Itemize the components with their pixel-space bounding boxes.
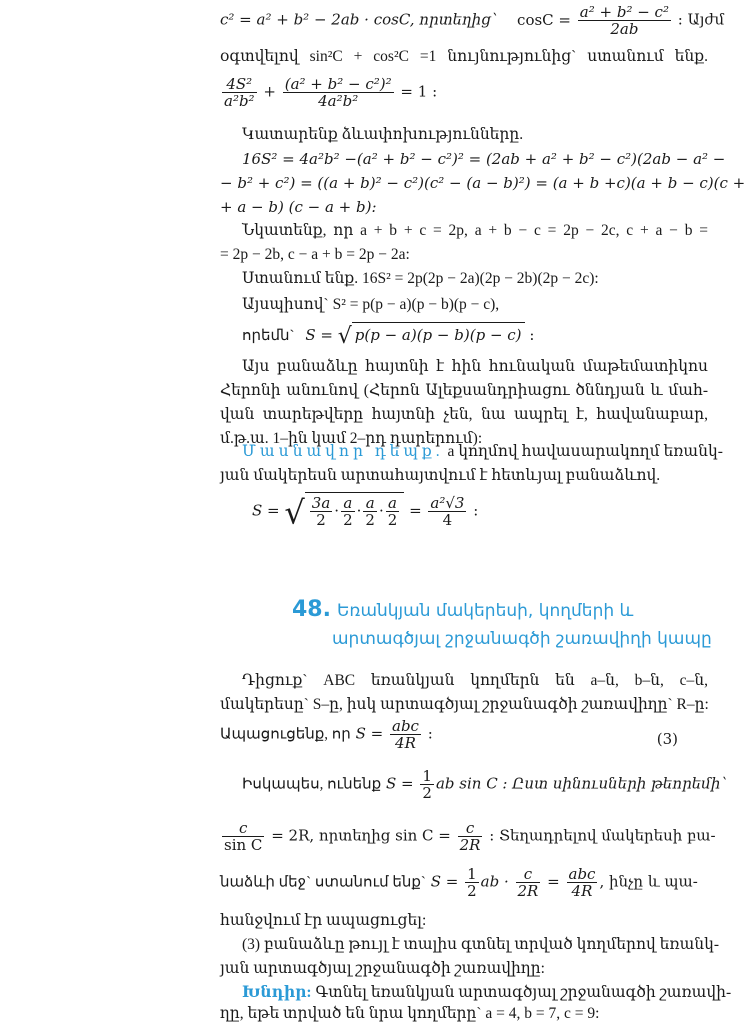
derivation-line-2: − b² + c²) = ((a + b)² − c²)(c² − (a − b)²) = (a + b +c)(a + b − c)(c + [220,174,745,192]
heron-radicand: p(p − a)(p − b)(p − c) [352,322,525,346]
equation-tag-3: (3) [656,730,678,748]
equilateral-radicand: $\frac{3a}{2}$ · $\frac{a}{2}$ · $\frac{a}{2}$ · $\frac{a}{2}$ [305,492,404,528]
cos-denominator: 2ab [610,20,639,38]
sub-ab: ab · [480,872,509,891]
sine-mid: = 2R, որտեղից sin C = [271,826,451,845]
equilateral-s-equals: S = [252,501,280,520]
sub-equals: = [547,872,560,891]
sqrt-icon: √ [337,324,352,349]
result-16s2: Ստանում ենք. 16S² = 2p(2p − 2a)(2p − 2b)(2p − 2c): [242,270,599,287]
frac-a2-den: 2 [365,511,375,529]
equilateral-result-num: a²√3 [430,494,465,512]
heron-formula-line [220,322,708,352]
proved-line: հանջվում էր ապացուցել: [220,912,427,929]
sine-law-line [220,819,716,860]
frac-a1-den: 2 [343,511,353,529]
sub-c-num: c [516,866,541,883]
sine-tail: : Տեղադրելով մակերեսի բա- [489,826,716,845]
heron-paragraph-line-1: Այս բանաձևը հայտնի է հին հունական մաթեմատիկոս [242,358,708,375]
frac-a3: a [386,495,400,512]
equilateral-end: : [473,501,479,520]
indeed-tail: ab sin C : Ըստ սինուսների թեորեմի` [435,774,728,793]
transformations-heading: Կատարենք ձևափոխությունները. [242,126,524,143]
task-text: Գտնել եռանկյան արտագծյալ շրջանագծի շառավի- [315,984,732,1001]
sub-half-den: 2 [467,882,477,900]
claim-prefix: Ապացուցենք, որ [220,726,351,743]
task-line [220,982,732,1004]
formula-use-line-2: յան արտագծյալ շրջանագծի շառավիղը: [220,960,545,977]
equals-one: = 1 : [400,82,438,101]
claim-line [220,718,708,758]
fraction-4s2 [222,76,257,109]
section-number: 48. [292,597,331,622]
frac-a1: a [341,495,355,512]
heron-paragraph-line-3: վան տարեթվերը հայտնի չեն, նա ապրել է, հավանաբար, [220,406,708,423]
denominator-a2b2: a²b² [224,92,255,110]
substitution-prefix: նաձևի մեջ` ստանում ենք` [220,874,426,891]
task-text-2: ղը, եթե տրված են նրա կողմերը` a = 4, b = 7, c = 9: [220,1005,600,1022]
claim-s-equals: S = [355,724,384,743]
special-case-text-2: յան մակերեսն արտահայտվում է հետևյալ բանաձևով. [220,467,661,484]
therefore-label: որեմն` [242,328,295,344]
cos-numerator: a² + b² − c² [579,3,669,21]
heron-end: : [529,326,535,344]
claim-den: 4R [395,734,416,752]
frac-3a-den: 2 [316,511,326,529]
sine-num: c [222,820,264,837]
derivation-line-1: 16S² = 4a²b² −(a² + b² − c²)² = (2ab + a² + b² − c²)(2ab − a² − [242,150,726,168]
semiperimeter-line-1: Նկատենք, որ a + b + c = 2p, a + b − c = 2p − 2c, c + a − b = [242,222,708,239]
cosine-law-text: c² = a² + b² − 2ab · cosC, որտեղից` [220,10,499,29]
section-title-1: Եռանկյան մակերեսի, կողմերի և [336,601,634,621]
derivation-line-3: + a − b) (c − a + b): [220,198,377,216]
cos-fraction [578,4,671,37]
frac-a3-den: 2 [387,511,398,529]
result-s2: Այսպիսով` S² = p(p − a)(p − b)(p − c), [242,296,500,313]
sqrt-icon: √ [284,493,305,532]
sub-abc-num: abc [568,865,596,883]
numerator-4s2: 4S² [222,76,257,93]
half-den: 2 [422,784,432,802]
substitution-line [220,866,708,906]
indeed-s-equals: S = [386,774,414,793]
identity-line: օգտվելով sin²C + cos²C =1 նույնությունից` ստանում ենք. [220,48,708,65]
sub-tail: , ինչը և պա- [599,872,698,891]
equilateral-result-den: 4 [442,511,453,529]
sine-den: sin C [224,836,263,854]
claim-num: abc [392,717,419,735]
fraction-equation: $\frac{\text{4S²}}{\text{a²b²}}$ + $\frac{\text{(a² + b² − c²)²}}{\text{4a²b²}}$ = 1 : [224,75,438,110]
fraction-cos-squared [283,76,394,109]
cos-label: cosC = [517,10,571,29]
sine-den-2: 2R [459,836,481,854]
sub-half-num: 1 [467,865,477,883]
frac-a2: a [363,495,377,512]
half-num: 1 [422,767,432,785]
formula-use-line-1: (3) բանաձևը թույլ է տալիս գտնել տրված կողմերով եռանկ- [242,936,720,953]
section-heading-line-2: արտագծյալ շրջանագծի շառավիղի կապը [332,629,712,649]
indeed-prefix: Իսկապես, ունենք [242,776,382,793]
substitution-s-equals: S = [430,872,459,891]
body-line-2: մակերեսը` S–ը, իսկ արտագծյալ շրջանագծի շառավիղը` R–ը: [220,696,709,713]
heron-paragraph-line-2: Հերոնի անունով (Հերոն Ալեքսանդրիացու ծննդյան և մահ- [220,382,708,399]
section-heading-line-1 [292,597,712,624]
equilateral-equals: = [409,501,422,520]
body-line-1: Դիցուք` ABC եռանկյան կողմերն են a–ն, b–ն, c–ն, [242,672,708,689]
denominator-4a2b2: 4a²b² [318,92,359,110]
cosine-law-line [220,3,725,38]
special-case-line [220,441,723,463]
sub-abc-den: 4R [571,882,593,900]
indeed-line [220,767,728,808]
sub-c-den: 2R [517,882,539,900]
special-case-text: a կողմով հավասարակողմ եռանկ- [447,443,723,460]
equilateral-formula [252,492,740,536]
frac-3a: 3a [311,494,331,512]
line1-suffix: : Այժմ [677,10,725,29]
special-case-label: Մասնավոր դեպք. [242,443,444,460]
heron-paragraph-line-4: մ.թ.ա. 1–ին կամ 2–րդ դարերում): [220,430,483,447]
semiperimeter-line-2: = 2p − 2b, c − a + b = 2p − 2a: [220,246,410,263]
task-label: Խնդիր: [242,984,312,1001]
sine-num-2: c [458,820,483,837]
claim-end: : [427,724,433,743]
numerator-cos-squared: (a² + b² − c²)² [284,75,392,93]
heron-s-equals: S = [305,326,333,344]
